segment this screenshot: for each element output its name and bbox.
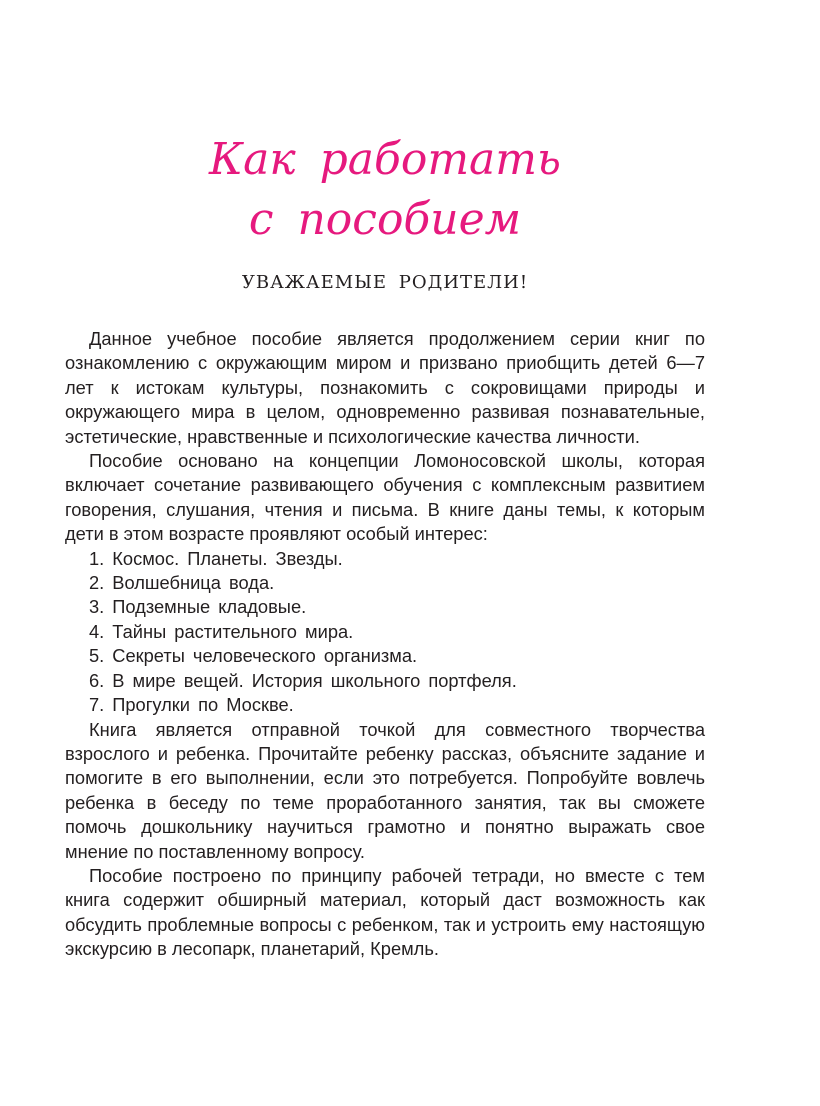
list-item-number: 7. [89,694,105,716]
section-heading: УВАЖАЕМЫЕ РОДИТЕЛИ! [241,272,529,293]
list-item-text: Секреты человеческого организма. [112,645,418,667]
paragraph-workbook: Пособие построено по принципу рабочей тетради, но вместе с тем книга содержит обширный материал, который даст возможность как обсудить проблемные вопросы с ребенком, так и устроить ему настоящую экскурсию в лесопарк, планетарий, Кремль. [65,864,705,960]
list-item-text: В мире вещей. История школьного портфеля. [112,669,517,691]
list-item-number: 4. [89,620,105,642]
page-title-line-1: Как работать [209,134,561,185]
list-item-number: 5. [89,645,105,667]
topics-list [65,547,705,718]
list-item [65,693,705,717]
paragraph-intro: Данное учебное пособие является продолжением серии книг по ознакомлению с окружающим миром и призвано приобщить детей 6—7 лет к истокам культуры, познакомить с сокровищами природы и окружающего мира в целом, одновременно развивая познавательные, эстетические, нравственные и психологические качества личности. [65,328,705,447]
list-item-text: Волшебница вода. [112,572,275,594]
paragraph-cooperation: Книга является отправной точкой для совместного творчества взрослого и ребенка. Прочитайте ребенку рассказ, объясните задание и помогите в его выполнении, если это потребуется. Попробуйте вовлечь ребенка в беседу по теме проработанного занятия, так вы сможете помочь дошкольнику научиться грамотно и понятно выражать свое мнение по поставленному вопросу. [65,718,705,862]
list-item-text: Подземные кладовые. [112,596,307,618]
list-item-number: 6. [89,669,105,691]
list-item-text: Прогулки по Москве. [112,694,294,716]
list-item [65,644,705,668]
list-item-text: Космос. Планеты. Звезды. [112,547,343,569]
list-item [65,669,705,693]
list-item-number: 3. [89,596,105,618]
list-item-text: Тайны растительного мира. [112,620,354,642]
paragraph-concept: Пособие основано на концепции Ломоносовской школы, которая включает сочетание развивающего обучения с комплексным развитием говорения, слушания, чтения и письма. В книге даны темы, к которым дети в этом возрасте проявляют особый интерес: [65,450,705,545]
list-item [65,595,705,619]
body-text [65,327,705,962]
list-item [65,547,705,571]
list-item-number: 1. [89,547,105,569]
page-title-line-2: с пособием [248,194,522,245]
list-item-number: 2. [89,572,105,594]
list-item [65,571,705,595]
list-item [65,620,705,644]
